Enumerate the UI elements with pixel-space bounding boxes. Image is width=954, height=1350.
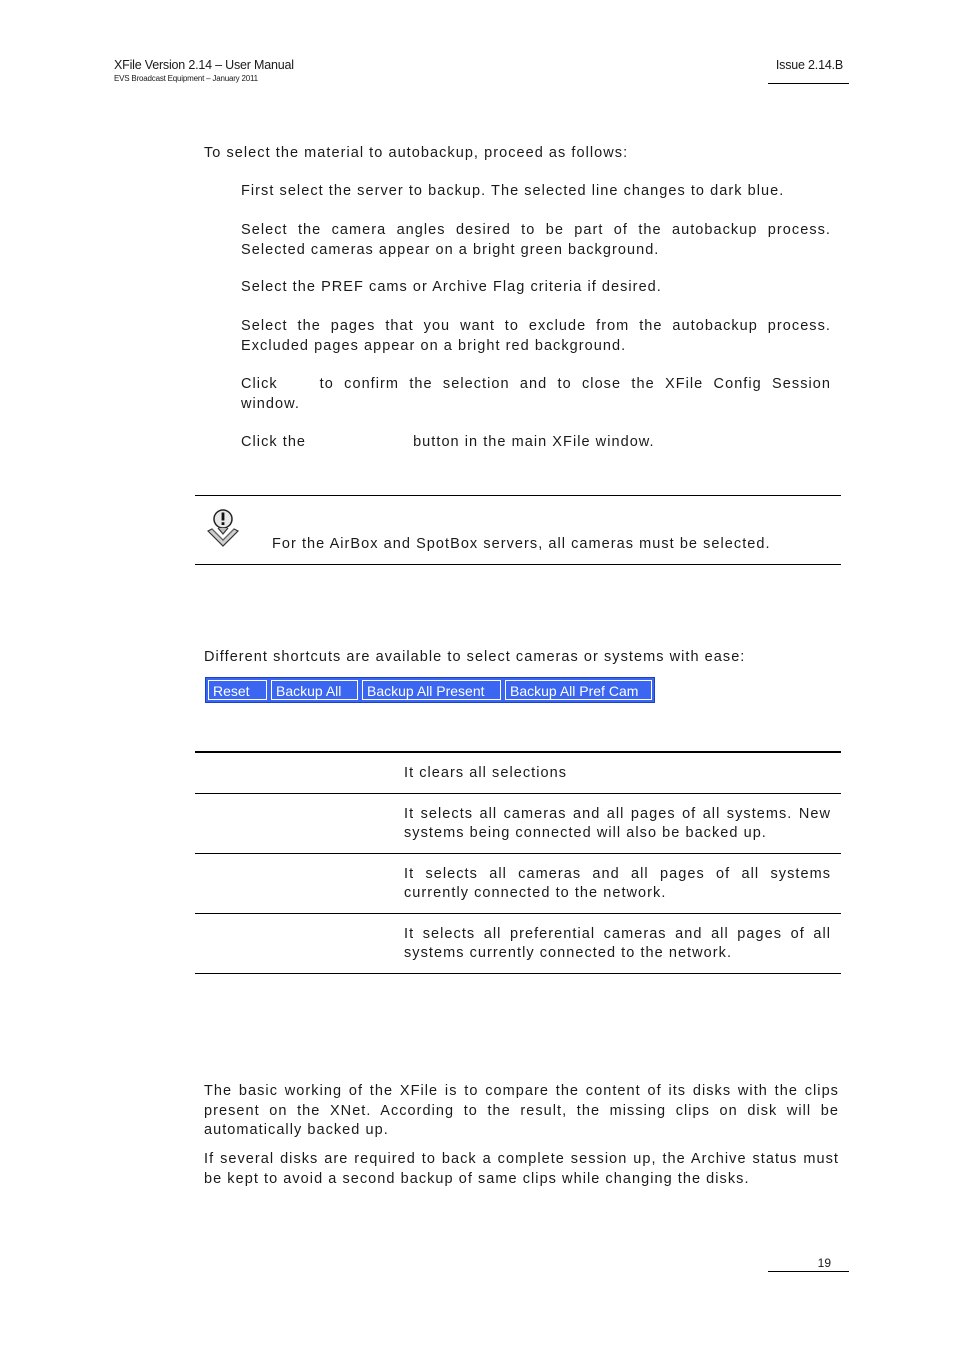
- document-title: XFile Version 2.14 – User Manual: [114, 58, 294, 72]
- shortcut-button-bar: [205, 677, 655, 703]
- step-5-lead: Click: [241, 376, 278, 392]
- table-row: [195, 793, 841, 853]
- note-bottom-rule: [195, 564, 841, 565]
- page-number: 19: [817, 1256, 831, 1270]
- header-rule: [768, 83, 849, 84]
- step-6-rest: button in the main XFile window.: [413, 434, 655, 450]
- shortcut-description: It clears all selections: [404, 765, 568, 781]
- shortcut-description: It selects all preferential cameras and all pages of all systems currently connected to the network.: [404, 925, 831, 961]
- issue-label: Issue 2.14.B: [775, 58, 843, 72]
- footer-rule: [768, 1271, 849, 1272]
- reset-button[interactable]: Reset: [208, 680, 267, 700]
- shortcut-description: It selects all cameras and all pages of all systems. New systems being connected will also be backed up.: [404, 805, 831, 841]
- step-1: First select the server to backup. The selected line changes to dark blue.: [241, 183, 785, 199]
- procedure-intro: To select the material to autobackup, proceed as follows:: [204, 145, 629, 161]
- note-text: For the AirBox and SpotBox servers, all cameras must be selected.: [272, 536, 771, 552]
- step-5: [241, 375, 831, 414]
- step-5-rest: to confirm the selection and to close the XFile Config Session window.: [241, 376, 831, 412]
- shortcuts-table: [195, 751, 841, 974]
- backup-all-present-button[interactable]: Backup All Present: [362, 680, 501, 700]
- table-row: [195, 913, 841, 973]
- shortcuts-intro: Different shortcuts are available to select cameras or systems with ease:: [204, 649, 746, 665]
- step-6-lead: Click the: [241, 434, 307, 450]
- step-6: [241, 433, 831, 453]
- step-4: Select the pages that you want to exclude from the autobackup process. Excluded pages appear on a bright red background.: [241, 318, 831, 354]
- shortcut-name: [195, 913, 404, 973]
- table-row: [195, 853, 841, 913]
- paragraph-2: If several disks are required to back a complete session up, the Archive status must be kept to avoid a second backup of same clips while changing the disks.: [204, 1151, 839, 1187]
- step-3: Select the PREF cams or Archive Flag criteria if desired.: [241, 279, 662, 295]
- table-row: [195, 752, 841, 793]
- shortcut-description: It selects all cameras and all pages of all systems currently connected to the network.: [404, 865, 831, 901]
- note-top-rule: [195, 495, 841, 496]
- step-2: Select the camera angles desired to be part of the autobackup process. Selected cameras appear on a bright green background.: [241, 222, 831, 258]
- paragraph-1: The basic working of the XFile is to compare the content of its disks with the clips present on the XNet. According to the result, the missing clips on disk will be automatically backed up.: [204, 1083, 839, 1138]
- shortcut-name: [195, 793, 404, 853]
- document-subtitle: EVS Broadcast Equipment – January 2011: [114, 74, 258, 83]
- shortcut-name: [195, 853, 404, 913]
- shortcut-name: [195, 752, 404, 793]
- backup-all-button[interactable]: Backup All: [271, 680, 358, 700]
- backup-all-pref-cam-button[interactable]: Backup All Pref Cam: [505, 680, 652, 700]
- note-pin-icon: [205, 507, 241, 549]
